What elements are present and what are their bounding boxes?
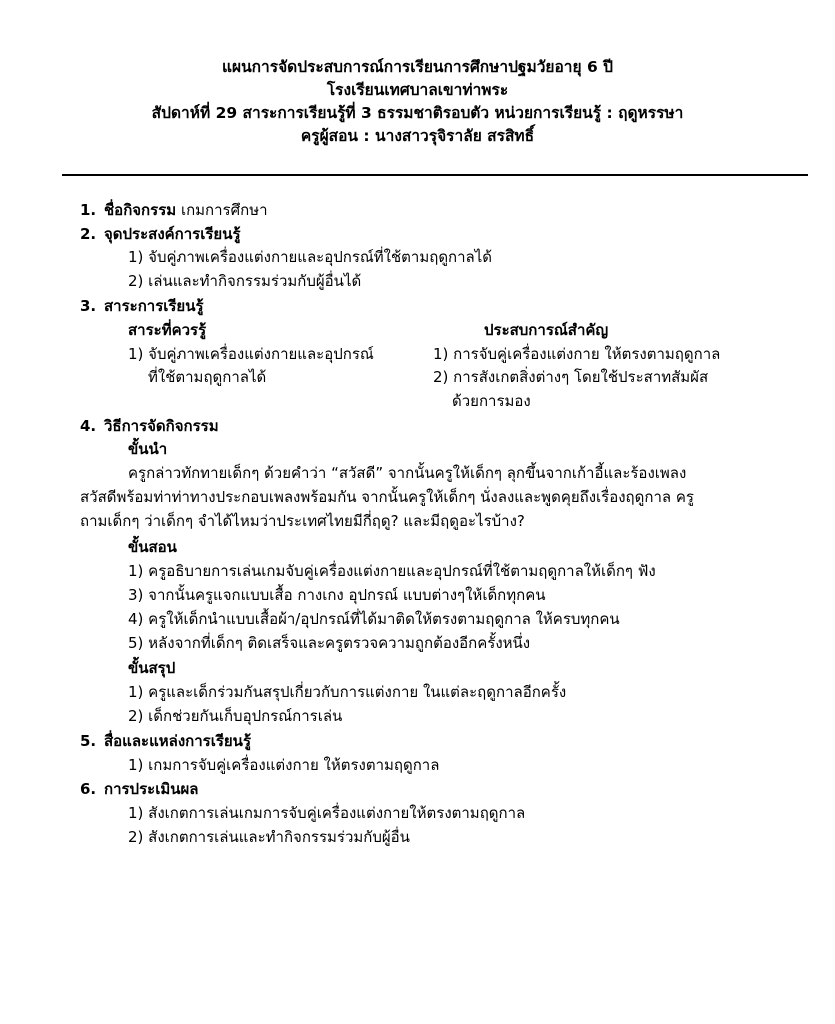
section-number: 1.	[80, 201, 97, 219]
section-title: สาระการเรียนรู้	[104, 297, 204, 315]
section-title: ชื่อกิจกรรม	[104, 201, 177, 219]
list-item: 1) ครูและเด็กร่วมกันสรุปเกี่ยวกับการแต่งกาย ในแต่ละฤดูกาลอีกครั้ง	[128, 683, 567, 701]
section-title: วิธีการจัดกิจกรรม	[104, 417, 219, 435]
list-item: 4) ครูให้เด็กนำแบบเสื้อผ้า/อุปกรณ์ที่ได้มาติดให้ตรงตามฤดูกาล ให้ครบทุกคน	[128, 610, 620, 628]
header-week-unit: สัปดาห์ที่ 29 สาระการเรียนรู้ที่ 3 ธรรมชาติรอบตัว หน่วยการเรียนรู้ : ฤดูหรรษา	[151, 104, 684, 122]
column-heading: สาระที่ควรรู้	[128, 321, 207, 339]
section-title: การประเมินผล	[104, 780, 199, 798]
header-teacher: ครูผู้สอน : นางสาวรุจิราลัย สรสิทธิ์	[300, 127, 535, 145]
list-item-continuation: ที่ใช้ตามฤดูกาลได้	[148, 368, 267, 386]
list-item: 1) เกมการจับคู่เครื่องแต่งกาย ให้ตรงตามฤดูกาล	[128, 756, 440, 774]
paragraph-line: ถามเด็กๆ ว่าเด็กๆ จำได้ไหมว่าประเทศไทยมีกี่ฤดู? และมีฤดูอะไรบ้าง?	[80, 512, 525, 530]
header-title: แผนการจัดประสบการณ์การเรียนการศึกษาปฐมวัยอายุ 6 ปี	[222, 58, 613, 76]
list-item: 2) เล่นและทำกิจกรรมร่วมกับผู้อื่นได้	[128, 272, 362, 290]
list-item: 2) การสังเกตสิ่งต่างๆ โดยใช้ประสาทสัมผัส	[433, 368, 709, 386]
list-item: 1) การจับคู่เครื่องแต่งกาย ให้ตรงตามฤดูกาล	[433, 345, 721, 363]
activity-name: เกมการศึกษา	[180, 201, 268, 219]
section-number: 2.	[80, 225, 97, 243]
section-number: 4.	[80, 417, 97, 435]
header-school: โรงเรียนเทศบาลเขาท่าพระ	[326, 81, 509, 99]
paragraph-line: ครูกล่าวทักทายเด็กๆ ด้วยคำว่า “สวัสดี” จากนั้นครูให้เด็กๆ ลุกขึ้นจากเก้าอี้และร้องเพลง	[128, 464, 687, 482]
subheading-steps: ขั้นสอน	[128, 538, 177, 556]
list-item: 1) จับคู่ภาพเครื่องแต่งกายและอุปกรณ์	[128, 345, 374, 363]
list-item: 1) ครูอธิบายการเล่นเกมจับคู่เครื่องแต่งกายและอุปกรณ์ที่ใช้ตามฤดูกาลให้เด็กๆ ฟัง	[128, 562, 656, 580]
list-item: 3) จากนั้นครูแจกแบบเสื้อ กางเกง อุปกรณ์ แบบต่างๆให้เด็กทุกคน	[128, 586, 546, 604]
list-item: 1) จับคู่ภาพเครื่องแต่งกายและอุปกรณ์ที่ใช้ตามฤดูกาลได้	[128, 248, 493, 266]
section-number: 3.	[80, 297, 97, 315]
subheading-intro: ขั้นนำ	[128, 440, 168, 458]
section-number: 6.	[80, 780, 97, 798]
document-header	[0, 56, 835, 148]
subheading-summary: ขั้นสรุป	[128, 659, 176, 677]
section-1-line	[104, 199, 268, 221]
list-item: 1) สังเกตการเล่นเกมการจับคู่เครื่องแต่งกายให้ตรงตามฤดูกาล	[128, 804, 526, 822]
list-item: 2) เด็กช่วยกันเก็บอุปกรณ์การเล่น	[128, 707, 343, 725]
section-number: 5.	[80, 732, 97, 750]
section-title: สื่อและแหล่งการเรียนรู้	[104, 732, 251, 750]
section-title: จุดประสงค์การเรียนรู้	[104, 225, 241, 243]
list-item-continuation: ด้วยการมอง	[452, 392, 531, 410]
list-item: 2) สังเกตการเล่นและทำกิจกรรมร่วมกับผู้อื่น	[128, 828, 410, 846]
column-heading: ประสบการณ์สำคัญ	[484, 321, 609, 339]
paragraph-line: สวัสดีพร้อมท่าท่าทางประกอบเพลงพร้อมกัน จากนั้นครูให้เด็กๆ นั่งลงและพูดคุยถึงเรื่องฤดูกาล ครู	[80, 488, 694, 506]
list-item: 5) หลังจากที่เด็กๆ ติดเสร็จและครูตรวจความถูกต้องอีกครั้งหนึ่ง	[128, 634, 531, 652]
header-divider	[62, 174, 808, 176]
